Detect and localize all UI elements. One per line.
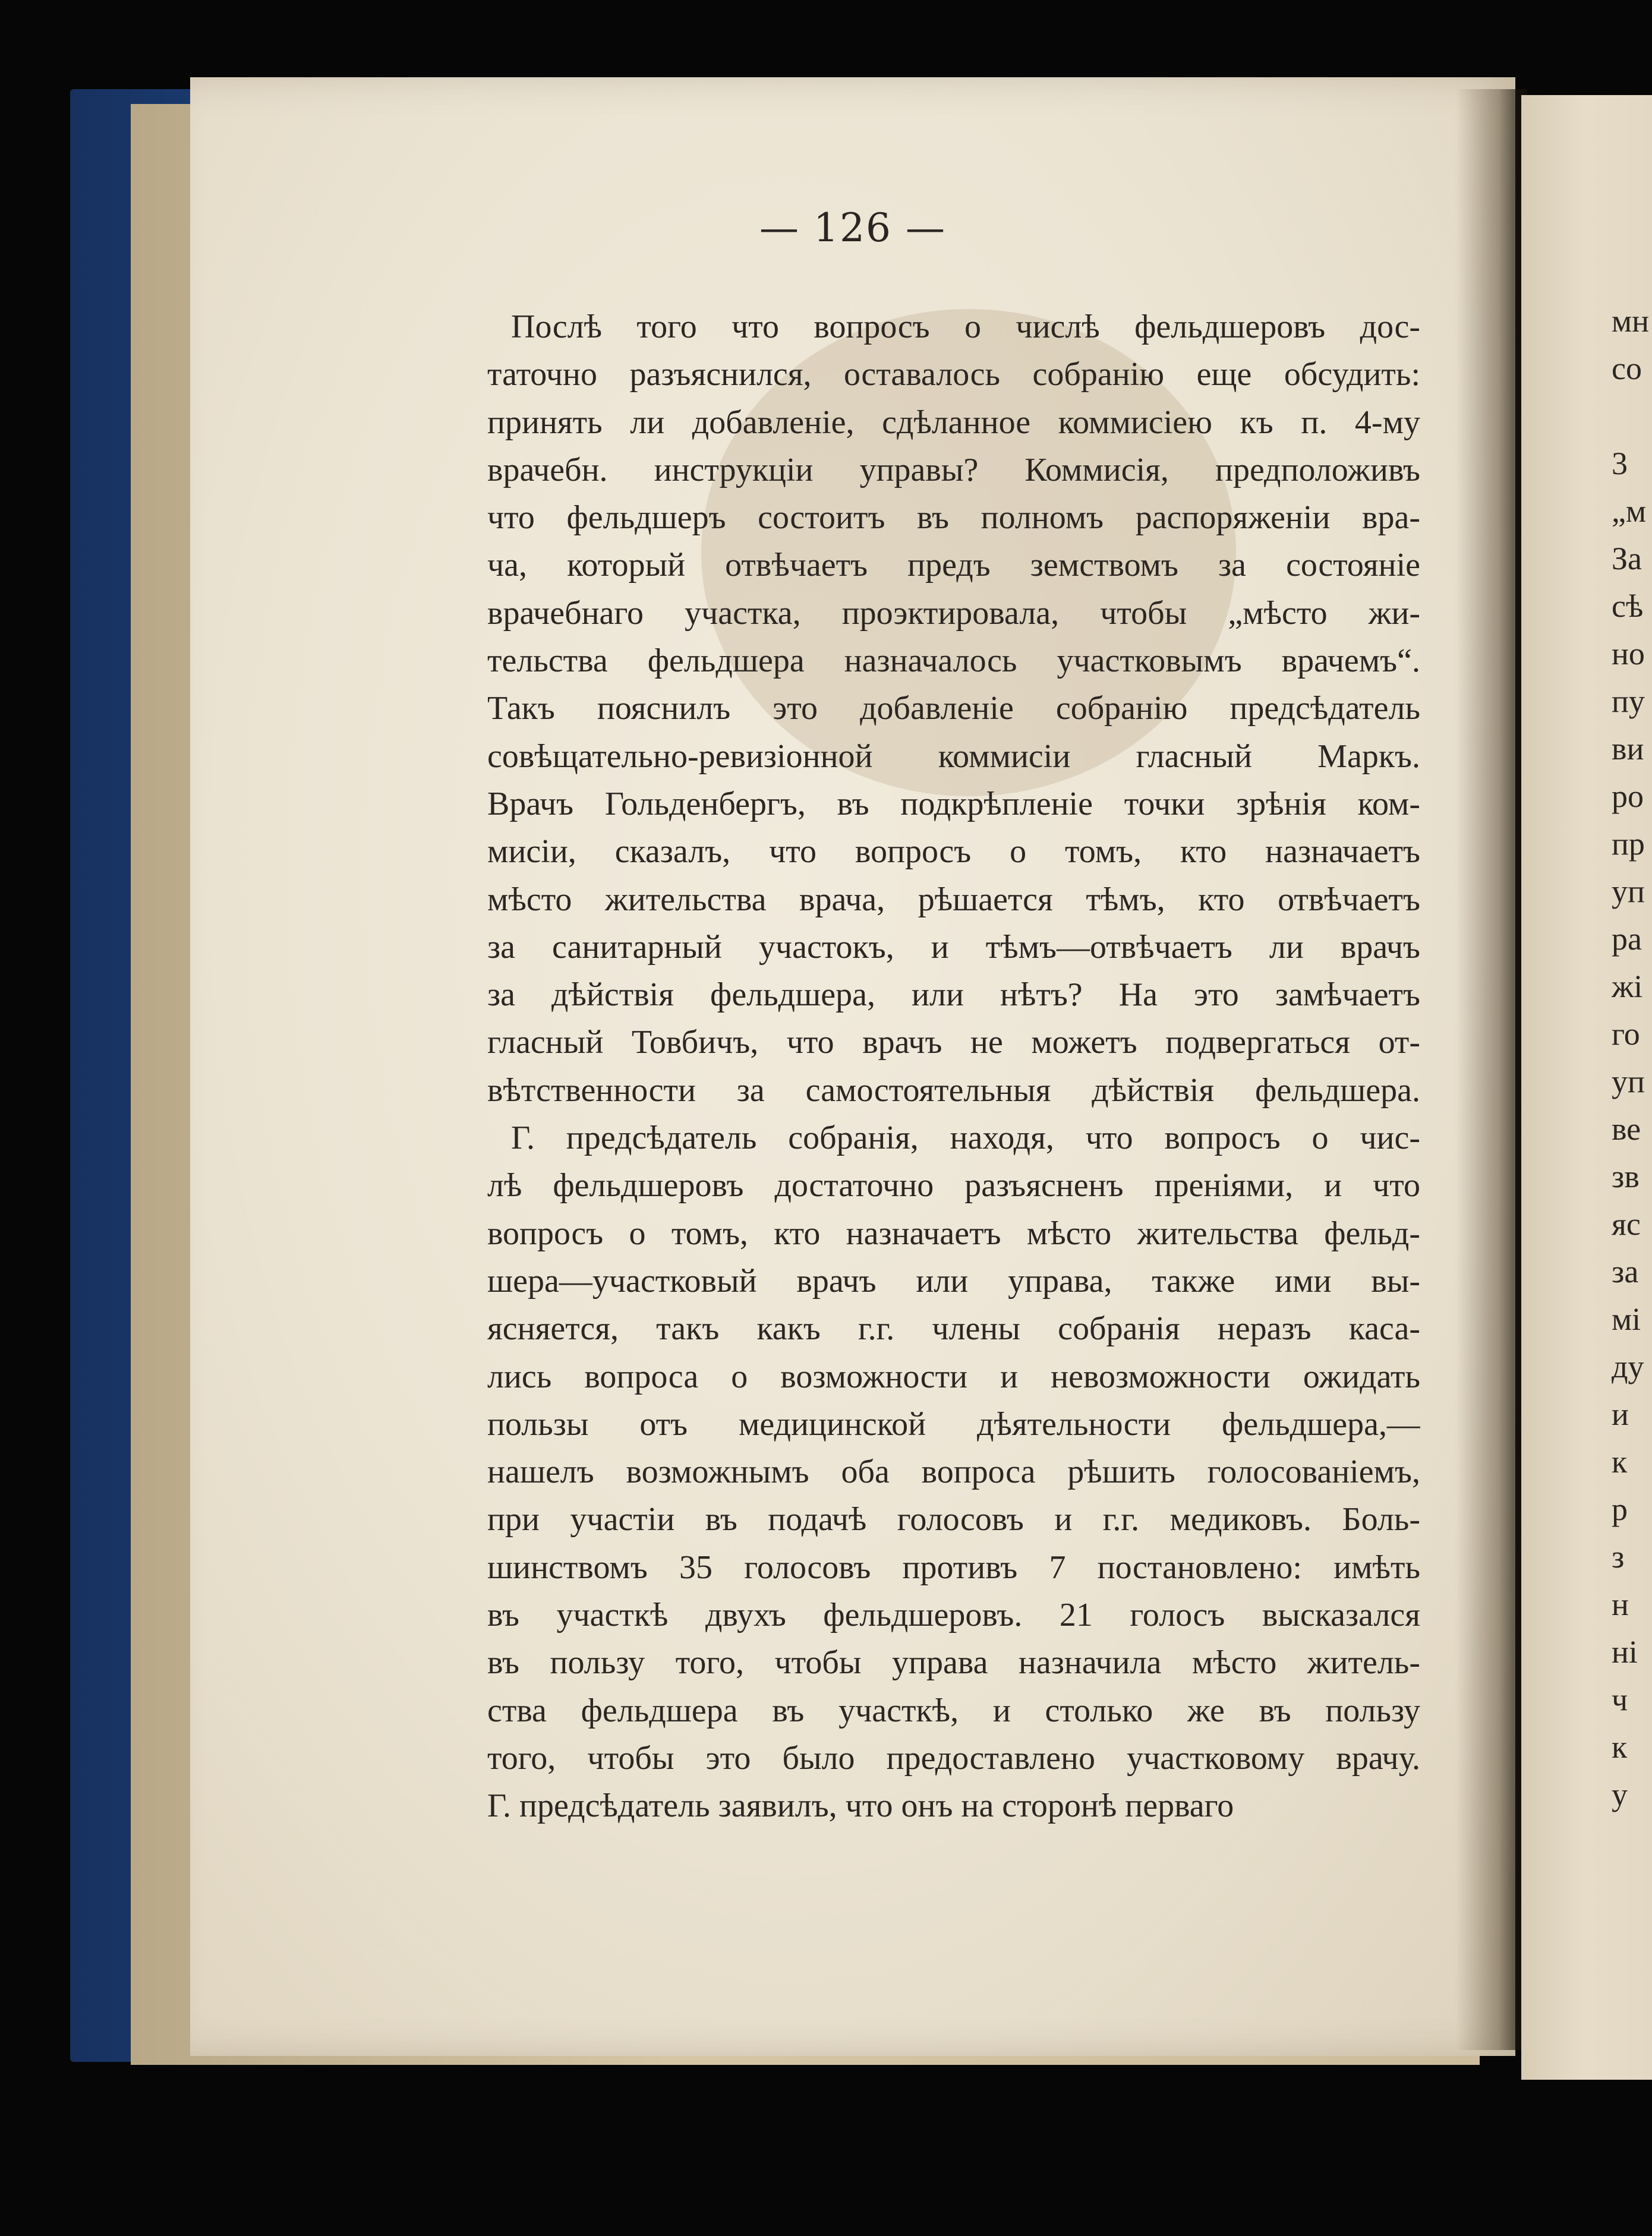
right-page-fragment: мн [1612,303,1650,339]
text-line: принять ли добавленіе, сдѣланное коммисіею къ п. 4-му [487,403,1420,441]
right-page-fragment: зв [1612,1159,1640,1194]
right-page-fragment: к [1612,1729,1628,1765]
text-line: за дѣйствія фельдшера, или нѣтъ? На это замѣчаетъ [487,976,1420,1014]
text-line: лись вопроса о возможности и невозможности ожидать [487,1358,1420,1395]
right-page-fragment: з [1612,1539,1625,1575]
page-number: — 126 — [759,205,946,251]
right-page-fragment: н [1612,1587,1629,1622]
text-line: шера—участковый врачъ или управа, также ими вы- [487,1262,1420,1300]
right-page-fragment: „м [1612,493,1647,529]
text-line: шинствомъ 35 голосовъ противъ 7 постановлено: имѣть [487,1549,1420,1586]
right-page-fragment: но [1612,636,1645,671]
text-line: Врачъ Гольденбергъ, въ подкрѣпленіе точки зрѣнія ком- [487,785,1420,822]
right-page-fragment: ні [1612,1634,1638,1670]
text-line: того, чтобы это было предоставлено участковому врачу. [487,1739,1420,1777]
right-page-fragment: ви [1612,731,1644,767]
text-line: тельства фельдшера назначалось участковымъ врачемъ“. [487,642,1420,680]
text-line: за санитарный участокъ, и тѣмъ—отвѣчаетъ ли врачъ [487,928,1420,966]
right-page-fragment: у [1612,1777,1628,1812]
right-page-fragment: го [1612,1016,1640,1052]
text-line: вѣтственности за самостоятельныя дѣйствія фельдшера. [487,1071,1420,1109]
text-line: врачебн. инструкціи управы? Коммисія, предположивъ [487,451,1420,488]
right-page-fragment: ч [1612,1682,1628,1717]
right-page-fragment: и [1612,1396,1629,1432]
text-line: Г. предсѣдатель собранія, находя, что вопросъ о чис- [511,1119,1420,1157]
text-line: Послѣ того что вопросъ о числѣ фельдшеровъ дос- [511,308,1420,345]
right-page-fragment: со [1612,351,1642,386]
right-page-fragment: пр [1612,826,1645,862]
text-line: гласный Товбичъ, что врачъ не можетъ подвергаться от- [487,1024,1420,1061]
text-line: въ пользу того, чтобы управа назначила мѣсто житель- [487,1644,1420,1682]
text-line: вопросъ о томъ, кто назначаетъ мѣсто жительства фельд- [487,1215,1420,1252]
right-page-fragment: пу [1612,683,1645,719]
right-page-fragment: сѣ [1612,588,1644,624]
text-line: ства фельдшера въ участкѣ, и столько же въ пользу [487,1692,1420,1729]
right-page-fragment [1612,392,1649,440]
text-line: Такъ пояснилъ это добавленіе собранію предсѣдатель [487,690,1420,727]
text-line: мѣсто жительства врача, рѣшается тѣмъ, кто отвѣчаетъ [487,881,1420,918]
right-page-fragment: За [1612,541,1642,576]
text-line: таточно разъяснился, оставалось собранію еще обсудить: [487,356,1420,393]
right-page-fragment: уп [1612,1064,1645,1099]
text-line: мисіи, сказалъ, что вопросъ о томъ, кто назначаетъ [487,833,1420,871]
text-line: нашелъ возможнымъ оба вопроса рѣшить голосованіемъ, [487,1453,1420,1491]
right-page-fragment: жі [1612,969,1643,1004]
right-page-fragment: ра [1612,921,1642,957]
right-page-fragment: 3 [1612,446,1628,481]
text-line: врачебнаго участка, проэктировала, чтобы „мѣсто жи- [487,594,1420,632]
right-page-fragment: ве [1612,1111,1641,1147]
right-page-fragment: р [1612,1491,1628,1527]
right-page-fragment: ро [1612,778,1644,814]
text-line: въ участкѣ двухъ фельдшеровъ. 21 голосъ высказался [487,1597,1420,1634]
page-gutter-shadow [1456,89,1527,2050]
text-line: лѣ фельдшеровъ достаточно разъясненъ преніями, и что [487,1167,1420,1204]
right-page-fragment: яс [1612,1206,1641,1242]
right-page-fragment: за [1612,1254,1639,1289]
right-page-fragment: ду [1612,1349,1644,1385]
text-line: при участіи въ подачѣ голосовъ и г.г. медиковъ. Боль- [487,1501,1420,1538]
text-line: Г. предсѣдатель заявилъ, что онъ на сторонѣ перваго [487,1787,1234,1825]
text-line: ча, который отвѣчаетъ предъ земствомъ за состояніе [487,547,1420,584]
right-page-fragment: мі [1612,1301,1641,1337]
text-line: совѣщательно-ревизіонной коммисіи гласный Маркъ. [487,737,1420,775]
right-page-fragment: уп [1612,873,1645,909]
text-line: ясняется, такъ какъ г.г. члены собранія неразъ каса- [487,1310,1420,1348]
right-page-fragment: к [1612,1444,1628,1480]
text-line: пользы отъ медицинской дѣятельности фельдшера,— [487,1405,1420,1443]
text-line: что фельдшеръ состоитъ въ полномъ распоряженіи вра- [487,499,1420,537]
page-body-text [487,303,1420,1830]
right-page-text-fragments [1612,297,1649,1818]
